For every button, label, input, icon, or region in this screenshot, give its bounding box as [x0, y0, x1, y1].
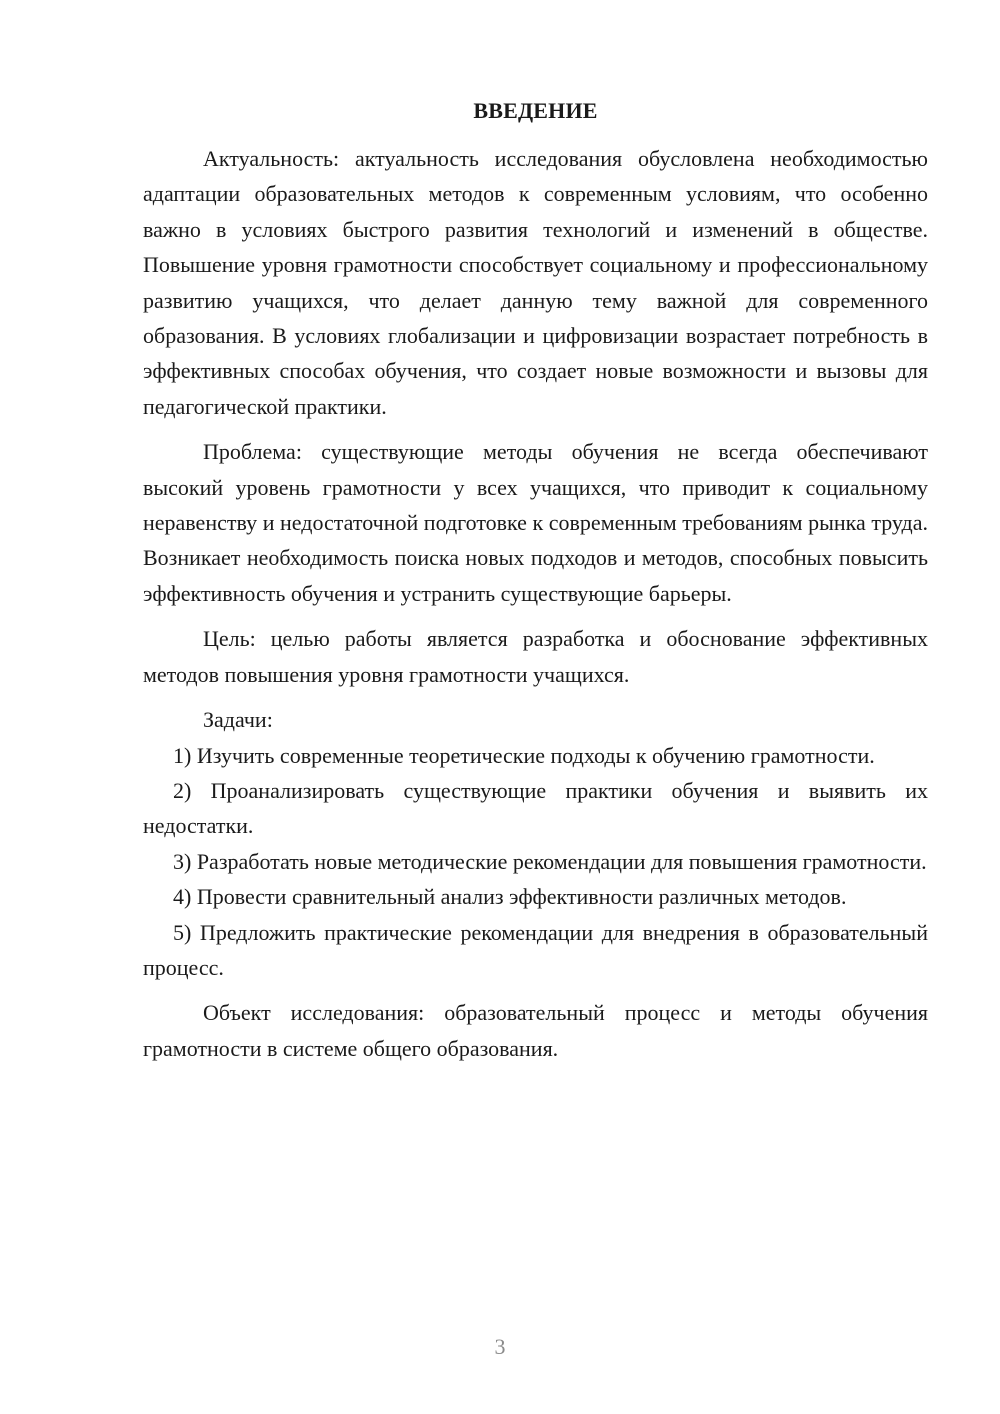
research-object-paragraph: Объект исследования: образовательный процесс и методы обучения грамотности в системе общего образования. [143, 1000, 928, 1061]
task-item-4: 4) Провести сравнительный анализ эффективности различных методов. [173, 884, 847, 910]
relevance-paragraph: Актуальность: актуальность исследования обусловлена необходимостью адаптации образовательных методов к современным условиям, что особенно важно в условиях быстрого развития технологий и изменений в обществе. Повышение уровня грамотности способствует социальному и профессиональному развитию учащихся, что делает данную тему важной для современного образования. В условиях глобализации и цифровизации возрастает потребность в эффективных способах обучения, что создает новые возможности и вызовы для педагогической практики. [143, 146, 928, 419]
goal-paragraph: Цель: целью работы является разработка и обоснование эффективных методов повышения уровня грамотности учащихся. [143, 626, 928, 687]
task-item-2: 2) Проанализировать существующие практики обучения и выявить их недостатки. [143, 777, 928, 839]
tasks-heading: Задачи: [203, 707, 273, 733]
task-item-5: 5) Предложить практические рекомендации для внедрения в образовательный процесс. [143, 919, 928, 980]
task-item-1: 1) Изучить современные теоретические подходы к обучению грамотности. [173, 742, 875, 768]
tasks-list [143, 738, 928, 986]
section-title: ВВЕДЕНИЕ [473, 98, 598, 123]
document-page [143, 93, 928, 1066]
page-number: 3 [494, 1334, 506, 1359]
task-item-3: 3) Разработать новые методические рекомендации для повышения грамотности. [173, 848, 927, 874]
problem-paragraph: Проблема: существующие методы обучения не всегда обеспечивают высокий уровень грамотности у всех учащихся, что приводит к социальному неравенству и недостаточной подготовке к современным требованиям рынка труда. Возникает необходимость поиска новых подходов и методов, способных повысить эффективность обучения и устранить существующие барьеры. [143, 439, 928, 606]
